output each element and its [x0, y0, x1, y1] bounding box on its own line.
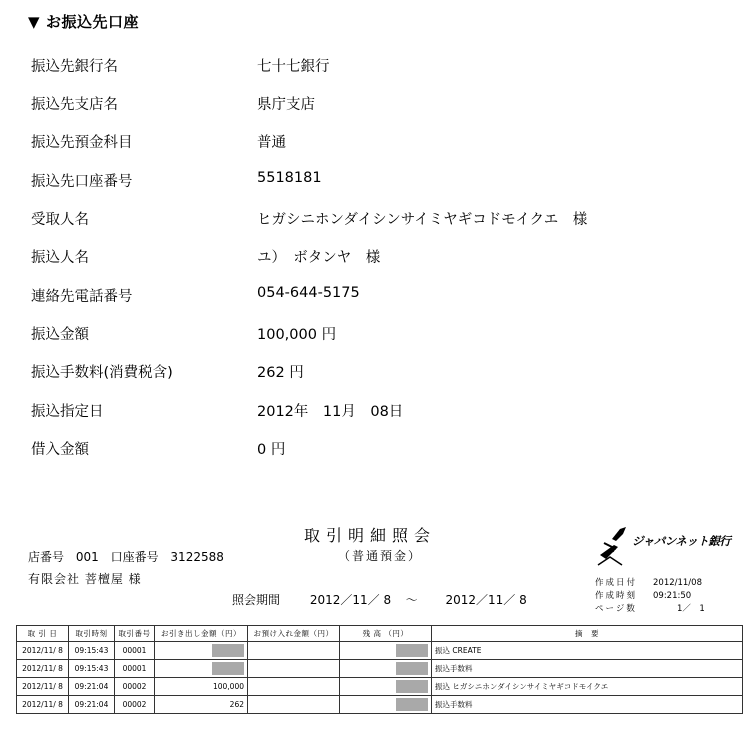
statement-subtitle: （普通預金） [338, 549, 423, 563]
section-header [28, 11, 139, 32]
cell-withdrawal: 262 [155, 696, 248, 714]
field-label: 振込指定日 [31, 404, 104, 420]
redacted-value [396, 698, 428, 711]
meta-value: 1／ 1 [677, 604, 705, 614]
col-header-withdrawal: お引き出し金額（円） [155, 626, 248, 642]
meta-key: 作成時刻 [595, 591, 638, 601]
meta-created-time [595, 590, 705, 603]
field-value: 七十七銀行 [257, 59, 330, 75]
account-label: 口座番号 [110, 550, 159, 564]
field-label: 借入金額 [31, 442, 89, 458]
cell-deposit [248, 678, 340, 696]
cell-time: 09:15:43 [69, 660, 115, 678]
field-value: 054-644-5175 [257, 285, 360, 301]
field-label: 振込先預金科目 [31, 135, 133, 151]
cell-number: 00001 [115, 642, 155, 660]
field-row-bank-name [0, 53, 750, 77]
cell-withdrawal [155, 642, 248, 660]
field-label: 振込先銀行名 [31, 59, 118, 75]
cell-memo: 振込 CREATE [432, 642, 743, 660]
field-label: 振込金額 [31, 327, 89, 343]
cell-time: 09:21:04 [69, 696, 115, 714]
statement-title: 取引明細照会 [304, 526, 437, 545]
cell-balance [340, 678, 432, 696]
cell-balance [340, 696, 432, 714]
meta-value: 2012/11/08 [653, 578, 702, 588]
cell-memo: 振込手数料 [432, 696, 743, 714]
meta-key: ページ数 [595, 604, 637, 614]
meta-key: 作成日付 [595, 578, 638, 588]
triangle-down-icon: ▼ [28, 13, 41, 31]
store-number: 001 [75, 550, 99, 564]
redacted-value [396, 662, 428, 675]
field-row-amount [0, 321, 750, 345]
cell-time: 09:21:04 [69, 678, 115, 696]
field-row-transfer-date [0, 398, 750, 422]
field-value: 5518181 [257, 170, 322, 186]
cell-number: 00002 [115, 678, 155, 696]
period-from: 2012／11／ 8 [309, 593, 392, 607]
cell-withdrawal: 100,000 [155, 678, 248, 696]
field-row-branch-name [0, 91, 750, 115]
transaction-table [16, 625, 743, 714]
cell-date: 2012/11/ 8 [17, 678, 69, 696]
table-row [17, 660, 743, 678]
field-label: 連絡先電話番号 [31, 289, 133, 305]
cell-number: 00002 [115, 696, 155, 714]
field-row-account-type [0, 129, 750, 153]
table-row [17, 696, 743, 714]
cell-deposit [248, 696, 340, 714]
cell-deposit [248, 660, 340, 678]
cell-memo: 振込 ヒガシニホンダイシンサイミヤギコドモイクエ [432, 678, 743, 696]
field-value: 普通 [257, 135, 286, 151]
redacted-value [212, 662, 244, 675]
account-info [28, 548, 232, 565]
field-row-phone [0, 283, 750, 307]
cell-withdrawal [155, 660, 248, 678]
col-header-time: 取引時刻 [69, 626, 115, 642]
field-value: ヒガシニホンダイシンサイミヤギコドモイクエ 様 [257, 212, 588, 228]
period-separator: ～ [405, 593, 418, 607]
period-to: 2012／11／ 8 [445, 593, 527, 607]
col-header-deposit: お預け入れ金額（円） [248, 626, 340, 642]
meta-page-count [595, 603, 705, 616]
cell-memo: 振込手数料 [432, 660, 743, 678]
section-title: お振込先口座 [46, 13, 140, 31]
field-value: 2012年 11月 08日 [257, 404, 404, 420]
col-header-number: 取引番号 [115, 626, 155, 642]
company-name: 有限会社 菩檀屋 様 [28, 572, 142, 586]
store-label: 店番号 [28, 550, 65, 564]
field-value: ユ） ボタンヤ 様 [257, 250, 381, 266]
col-header-memo: 摘 要 [432, 626, 743, 642]
cell-number: 00001 [115, 660, 155, 678]
redacted-value [396, 644, 428, 657]
col-header-balance: 残 高 （円） [340, 626, 432, 642]
field-row-sender [0, 244, 750, 268]
field-label: 振込手数料(消費税含) [31, 365, 173, 381]
cell-deposit [248, 642, 340, 660]
bank-logo-text: ジャパンネット銀行 [632, 534, 731, 548]
bank-logo [596, 523, 746, 568]
bird-logo-icon [596, 525, 632, 567]
col-header-date: 取 引 日 [17, 626, 69, 642]
inquiry-period [232, 591, 527, 608]
cell-date: 2012/11/ 8 [17, 696, 69, 714]
cell-balance [340, 660, 432, 678]
meta-value: 09:21:50 [653, 591, 692, 601]
table-header-row [17, 626, 743, 642]
table-row [17, 642, 743, 660]
cell-date: 2012/11/ 8 [17, 660, 69, 678]
meta-created-date [595, 577, 705, 590]
field-label: 振込人名 [31, 250, 89, 266]
account-number: 3122588 [170, 550, 224, 564]
field-value: 県庁支店 [257, 97, 315, 113]
field-label: 振込先口座番号 [31, 174, 133, 190]
statement-meta [595, 577, 705, 616]
redacted-value [396, 680, 428, 693]
field-row-account-number [0, 168, 750, 192]
cell-balance [340, 642, 432, 660]
field-row-loan-amount [0, 436, 750, 460]
field-row-recipient [0, 206, 750, 230]
field-value: 0 円 [257, 442, 286, 458]
period-label: 照会期間 [232, 593, 281, 607]
field-row-fee [0, 359, 750, 383]
field-value: 100,000 円 [257, 327, 337, 343]
transaction-statement [0, 515, 750, 750]
cell-time: 09:15:43 [69, 642, 115, 660]
cell-date: 2012/11/ 8 [17, 642, 69, 660]
redacted-value [212, 644, 244, 657]
field-value: 262 円 [257, 365, 304, 381]
field-label: 振込先支店名 [31, 97, 118, 113]
table-row [17, 678, 743, 696]
field-label: 受取人名 [31, 212, 89, 228]
